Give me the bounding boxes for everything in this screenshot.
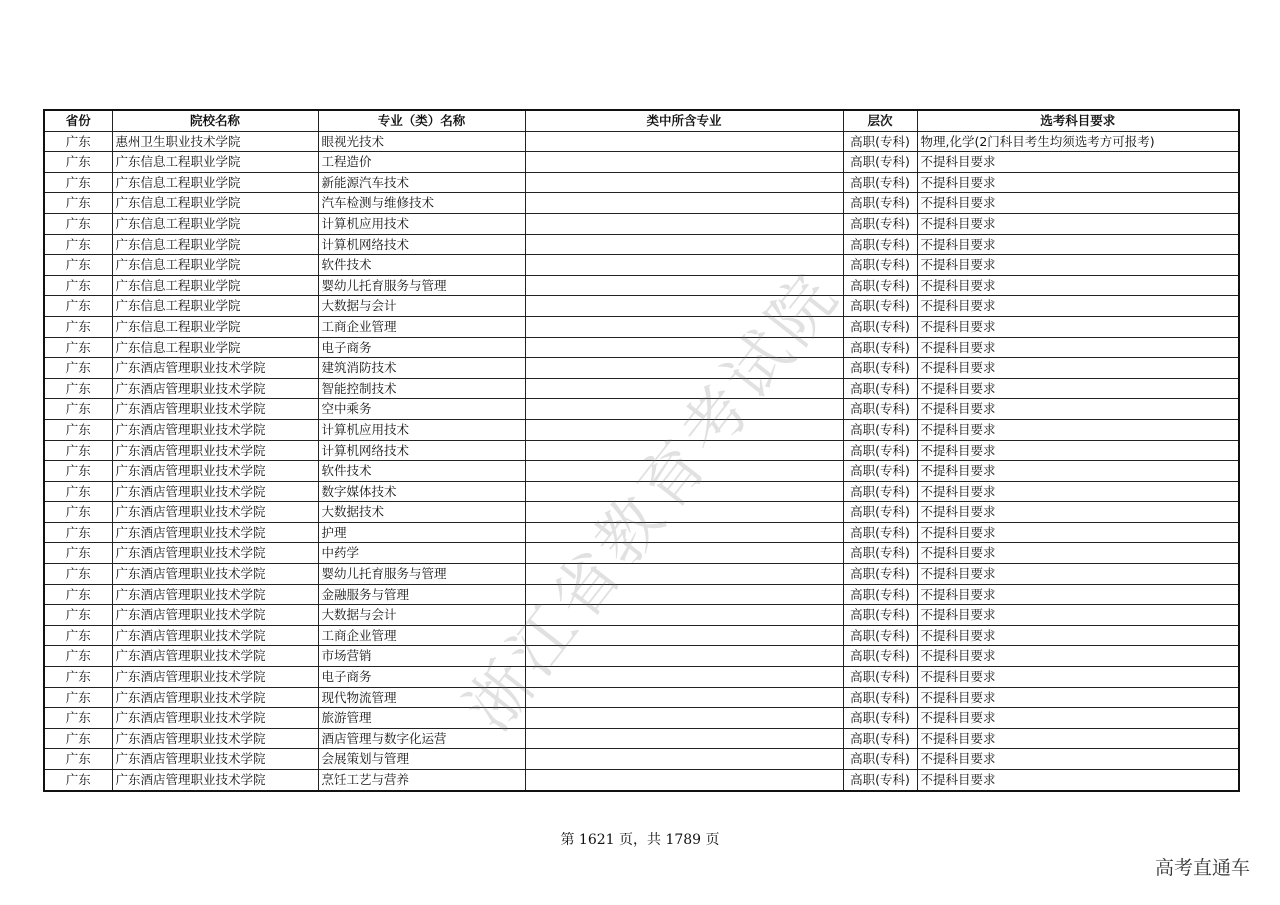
cell-subject-requirement: 不提科目要求 bbox=[917, 728, 1239, 749]
cell-level: 高职(专科) bbox=[843, 770, 917, 791]
cell-subject-requirement: 不提科目要求 bbox=[917, 234, 1239, 255]
cell-subject-requirement: 不提科目要求 bbox=[917, 316, 1239, 337]
cell-subject-requirement: 不提科目要求 bbox=[917, 461, 1239, 482]
cell-school: 广东酒店管理职业技术学院 bbox=[112, 522, 318, 543]
cell-major: 眼视光技术 bbox=[318, 131, 525, 152]
table-row bbox=[44, 296, 1239, 317]
cell-school: 广东信息工程职业学院 bbox=[112, 172, 318, 193]
cell-school: 广东酒店管理职业技术学院 bbox=[112, 667, 318, 688]
header-major: 专业（类）名称 bbox=[318, 110, 525, 131]
brand-logo-text: 高考直通车 bbox=[1154, 857, 1250, 879]
cell-school: 广东酒店管理职业技术学院 bbox=[112, 646, 318, 667]
table-row bbox=[44, 193, 1239, 214]
cell-level: 高职(专科) bbox=[843, 275, 917, 296]
cell-major: 大数据与会计 bbox=[318, 605, 525, 626]
cell-school: 广东信息工程职业学院 bbox=[112, 152, 318, 173]
cell-province: 广东 bbox=[44, 131, 112, 152]
cell-included-majors bbox=[525, 667, 843, 688]
table-body bbox=[44, 131, 1239, 791]
table-row bbox=[44, 687, 1239, 708]
cell-included-majors bbox=[525, 605, 843, 626]
cell-level: 高职(专科) bbox=[843, 461, 917, 482]
cell-school: 广东酒店管理职业技术学院 bbox=[112, 440, 318, 461]
cell-school: 广东酒店管理职业技术学院 bbox=[112, 770, 318, 791]
cell-major: 智能控制技术 bbox=[318, 378, 525, 399]
header-province: 省份 bbox=[44, 110, 112, 131]
cell-subject-requirement: 不提科目要求 bbox=[917, 399, 1239, 420]
cell-province: 广东 bbox=[44, 440, 112, 461]
cell-included-majors bbox=[525, 708, 843, 729]
cell-subject-requirement: 不提科目要求 bbox=[917, 419, 1239, 440]
cell-province: 广东 bbox=[44, 461, 112, 482]
cell-level: 高职(专科) bbox=[843, 481, 917, 502]
cell-level: 高职(专科) bbox=[843, 378, 917, 399]
cell-province: 广东 bbox=[44, 749, 112, 770]
watermark: 浙江省教育考试院 bbox=[451, 257, 855, 745]
cell-included-majors bbox=[525, 358, 843, 379]
cell-major: 计算机应用技术 bbox=[318, 419, 525, 440]
cell-school: 广东酒店管理职业技术学院 bbox=[112, 502, 318, 523]
cell-school: 广东信息工程职业学院 bbox=[112, 296, 318, 317]
cell-included-majors bbox=[525, 399, 843, 420]
cell-level: 高职(专科) bbox=[843, 564, 917, 585]
table-row bbox=[44, 605, 1239, 626]
table-row bbox=[44, 337, 1239, 358]
cell-major: 现代物流管理 bbox=[318, 687, 525, 708]
cell-included-majors bbox=[525, 461, 843, 482]
cell-subject-requirement: 不提科目要求 bbox=[917, 440, 1239, 461]
cell-major: 市场营销 bbox=[318, 646, 525, 667]
cell-major: 大数据技术 bbox=[318, 502, 525, 523]
cell-level: 高职(专科) bbox=[843, 605, 917, 626]
cell-province: 广东 bbox=[44, 193, 112, 214]
cell-subject-requirement: 不提科目要求 bbox=[917, 152, 1239, 173]
cell-major: 旅游管理 bbox=[318, 708, 525, 729]
cell-included-majors bbox=[525, 728, 843, 749]
cell-level: 高职(专科) bbox=[843, 358, 917, 379]
table-row bbox=[44, 625, 1239, 646]
table-row bbox=[44, 584, 1239, 605]
cell-subject-requirement: 不提科目要求 bbox=[917, 502, 1239, 523]
cell-province: 广东 bbox=[44, 543, 112, 564]
cell-school: 广东酒店管理职业技术学院 bbox=[112, 461, 318, 482]
cell-province: 广东 bbox=[44, 296, 112, 317]
table-row bbox=[44, 728, 1239, 749]
cell-major: 软件技术 bbox=[318, 255, 525, 276]
cell-province: 广东 bbox=[44, 316, 112, 337]
cell-included-majors bbox=[525, 481, 843, 502]
table-row bbox=[44, 234, 1239, 255]
cell-province: 广东 bbox=[44, 275, 112, 296]
cell-major: 计算机应用技术 bbox=[318, 213, 525, 234]
cell-province: 广东 bbox=[44, 770, 112, 791]
cell-province: 广东 bbox=[44, 213, 112, 234]
table-row bbox=[44, 564, 1239, 585]
cell-school: 广东酒店管理职业技术学院 bbox=[112, 605, 318, 626]
cell-school: 广东酒店管理职业技术学院 bbox=[112, 687, 318, 708]
cell-included-majors bbox=[525, 522, 843, 543]
table-row bbox=[44, 502, 1239, 523]
cell-province: 广东 bbox=[44, 708, 112, 729]
cell-included-majors bbox=[525, 255, 843, 276]
cell-level: 高职(专科) bbox=[843, 172, 917, 193]
table-row bbox=[44, 255, 1239, 276]
cell-major: 新能源汽车技术 bbox=[318, 172, 525, 193]
cell-province: 广东 bbox=[44, 399, 112, 420]
cell-level: 高职(专科) bbox=[843, 399, 917, 420]
cell-school: 广东酒店管理职业技术学院 bbox=[112, 728, 318, 749]
cell-major: 电子商务 bbox=[318, 667, 525, 688]
cell-subject-requirement: 不提科目要求 bbox=[917, 543, 1239, 564]
cell-major: 中药学 bbox=[318, 543, 525, 564]
cell-level: 高职(专科) bbox=[843, 255, 917, 276]
cell-major: 金融服务与管理 bbox=[318, 584, 525, 605]
cell-level: 高职(专科) bbox=[843, 584, 917, 605]
cell-level: 高职(专科) bbox=[843, 646, 917, 667]
cell-included-majors bbox=[525, 770, 843, 791]
cell-major: 工商企业管理 bbox=[318, 316, 525, 337]
cell-province: 广东 bbox=[44, 605, 112, 626]
cell-major: 数字媒体技术 bbox=[318, 481, 525, 502]
cell-province: 广东 bbox=[44, 152, 112, 173]
table-header-row bbox=[44, 110, 1239, 131]
cell-included-majors bbox=[525, 296, 843, 317]
cell-included-majors bbox=[525, 543, 843, 564]
cell-included-majors bbox=[525, 646, 843, 667]
cell-school: 广东信息工程职业学院 bbox=[112, 193, 318, 214]
cell-school: 广东酒店管理职业技术学院 bbox=[112, 564, 318, 585]
header-subject-requirement: 选考科目要求 bbox=[917, 110, 1239, 131]
cell-included-majors bbox=[525, 502, 843, 523]
cell-subject-requirement: 不提科目要求 bbox=[917, 708, 1239, 729]
cell-included-majors bbox=[525, 172, 843, 193]
table-row bbox=[44, 440, 1239, 461]
cell-level: 高职(专科) bbox=[843, 337, 917, 358]
cell-school: 广东酒店管理职业技术学院 bbox=[112, 543, 318, 564]
cell-included-majors bbox=[525, 584, 843, 605]
cell-major: 工程造价 bbox=[318, 152, 525, 173]
cell-province: 广东 bbox=[44, 337, 112, 358]
cell-school: 惠州卫生职业技术学院 bbox=[112, 131, 318, 152]
cell-level: 高职(专科) bbox=[843, 522, 917, 543]
cell-subject-requirement: 不提科目要求 bbox=[917, 667, 1239, 688]
cell-level: 高职(专科) bbox=[843, 296, 917, 317]
admissions-table bbox=[43, 109, 1240, 792]
cell-level: 高职(专科) bbox=[843, 708, 917, 729]
table-row bbox=[44, 358, 1239, 379]
cell-school: 广东信息工程职业学院 bbox=[112, 234, 318, 255]
cell-province: 广东 bbox=[44, 419, 112, 440]
cell-school: 广东信息工程职业学院 bbox=[112, 213, 318, 234]
cell-included-majors bbox=[525, 316, 843, 337]
cell-level: 高职(专科) bbox=[843, 749, 917, 770]
cell-included-majors bbox=[525, 234, 843, 255]
table-row bbox=[44, 399, 1239, 420]
cell-province: 广东 bbox=[44, 584, 112, 605]
cell-level: 高职(专科) bbox=[843, 213, 917, 234]
table-row bbox=[44, 275, 1239, 296]
cell-included-majors bbox=[525, 440, 843, 461]
cell-province: 广东 bbox=[44, 625, 112, 646]
cell-level: 高职(专科) bbox=[843, 687, 917, 708]
cell-province: 广东 bbox=[44, 378, 112, 399]
cell-province: 广东 bbox=[44, 481, 112, 502]
cell-included-majors bbox=[525, 564, 843, 585]
cell-included-majors bbox=[525, 419, 843, 440]
cell-subject-requirement: 不提科目要求 bbox=[917, 770, 1239, 791]
cell-level: 高职(专科) bbox=[843, 667, 917, 688]
cell-level: 高职(专科) bbox=[843, 131, 917, 152]
cell-included-majors bbox=[525, 337, 843, 358]
table-row bbox=[44, 481, 1239, 502]
cell-level: 高职(专科) bbox=[843, 234, 917, 255]
cell-major: 护理 bbox=[318, 522, 525, 543]
cell-subject-requirement: 不提科目要求 bbox=[917, 255, 1239, 276]
cell-major: 计算机网络技术 bbox=[318, 440, 525, 461]
cell-subject-requirement: 不提科目要求 bbox=[917, 646, 1239, 667]
cell-school: 广东信息工程职业学院 bbox=[112, 337, 318, 358]
header-included-majors: 类中所含专业 bbox=[525, 110, 843, 131]
cell-major: 软件技术 bbox=[318, 461, 525, 482]
table-row bbox=[44, 213, 1239, 234]
cell-included-majors bbox=[525, 687, 843, 708]
cell-subject-requirement: 不提科目要求 bbox=[917, 213, 1239, 234]
cell-major: 大数据与会计 bbox=[318, 296, 525, 317]
cell-level: 高职(专科) bbox=[843, 316, 917, 337]
cell-level: 高职(专科) bbox=[843, 543, 917, 564]
cell-school: 广东酒店管理职业技术学院 bbox=[112, 481, 318, 502]
cell-school: 广东酒店管理职业技术学院 bbox=[112, 378, 318, 399]
cell-included-majors bbox=[525, 131, 843, 152]
cell-school: 广东酒店管理职业技术学院 bbox=[112, 358, 318, 379]
cell-major: 婴幼儿托育服务与管理 bbox=[318, 564, 525, 585]
cell-level: 高职(专科) bbox=[843, 440, 917, 461]
table-row bbox=[44, 461, 1239, 482]
cell-province: 广东 bbox=[44, 172, 112, 193]
cell-subject-requirement: 不提科目要求 bbox=[917, 749, 1239, 770]
cell-subject-requirement: 不提科目要求 bbox=[917, 522, 1239, 543]
cell-major: 酒店管理与数字化运营 bbox=[318, 728, 525, 749]
cell-school: 广东酒店管理职业技术学院 bbox=[112, 625, 318, 646]
cell-included-majors bbox=[525, 625, 843, 646]
cell-included-majors bbox=[525, 152, 843, 173]
cell-major: 会展策划与管理 bbox=[318, 749, 525, 770]
cell-school: 广东酒店管理职业技术学院 bbox=[112, 584, 318, 605]
cell-major: 工商企业管理 bbox=[318, 625, 525, 646]
cell-province: 广东 bbox=[44, 502, 112, 523]
table-row bbox=[44, 172, 1239, 193]
cell-subject-requirement: 不提科目要求 bbox=[917, 564, 1239, 585]
cell-school: 广东酒店管理职业技术学院 bbox=[112, 399, 318, 420]
table-row bbox=[44, 316, 1239, 337]
cell-subject-requirement: 不提科目要求 bbox=[917, 625, 1239, 646]
cell-major: 汽车检测与维修技术 bbox=[318, 193, 525, 214]
cell-major: 烹饪工艺与营养 bbox=[318, 770, 525, 791]
admissions-table-container bbox=[43, 109, 1238, 792]
header-level: 层次 bbox=[843, 110, 917, 131]
cell-included-majors bbox=[525, 749, 843, 770]
cell-school: 广东信息工程职业学院 bbox=[112, 275, 318, 296]
table-row bbox=[44, 708, 1239, 729]
cell-subject-requirement: 不提科目要求 bbox=[917, 481, 1239, 502]
cell-province: 广东 bbox=[44, 687, 112, 708]
cell-school: 广东酒店管理职业技术学院 bbox=[112, 419, 318, 440]
cell-school: 广东酒店管理职业技术学院 bbox=[112, 708, 318, 729]
table-row bbox=[44, 667, 1239, 688]
table-row bbox=[44, 543, 1239, 564]
cell-province: 广东 bbox=[44, 255, 112, 276]
cell-province: 广东 bbox=[44, 728, 112, 749]
cell-level: 高职(专科) bbox=[843, 625, 917, 646]
table-row bbox=[44, 378, 1239, 399]
cell-major: 建筑消防技术 bbox=[318, 358, 525, 379]
table-row bbox=[44, 131, 1239, 152]
cell-subject-requirement: 不提科目要求 bbox=[917, 275, 1239, 296]
table-row bbox=[44, 152, 1239, 173]
cell-level: 高职(专科) bbox=[843, 419, 917, 440]
cell-province: 广东 bbox=[44, 667, 112, 688]
cell-included-majors bbox=[525, 213, 843, 234]
cell-level: 高职(专科) bbox=[843, 193, 917, 214]
cell-included-majors bbox=[525, 275, 843, 296]
table-row bbox=[44, 749, 1239, 770]
cell-level: 高职(专科) bbox=[843, 728, 917, 749]
cell-subject-requirement: 不提科目要求 bbox=[917, 687, 1239, 708]
cell-level: 高职(专科) bbox=[843, 152, 917, 173]
cell-level: 高职(专科) bbox=[843, 502, 917, 523]
cell-subject-requirement: 不提科目要求 bbox=[917, 172, 1239, 193]
cell-province: 广东 bbox=[44, 522, 112, 543]
table-row bbox=[44, 646, 1239, 667]
cell-subject-requirement: 不提科目要求 bbox=[917, 193, 1239, 214]
cell-province: 广东 bbox=[44, 234, 112, 255]
cell-major: 空中乘务 bbox=[318, 399, 525, 420]
cell-province: 广东 bbox=[44, 564, 112, 585]
cell-province: 广东 bbox=[44, 358, 112, 379]
header-school: 院校名称 bbox=[112, 110, 318, 131]
cell-subject-requirement: 物理,化学(2门科目考生均须选考方可报考) bbox=[917, 131, 1239, 152]
page-number: 第 1621 页，共 1789 页 bbox=[560, 832, 720, 848]
table-row bbox=[44, 522, 1239, 543]
cell-province: 广东 bbox=[44, 646, 112, 667]
cell-school: 广东酒店管理职业技术学院 bbox=[112, 749, 318, 770]
cell-major: 计算机网络技术 bbox=[318, 234, 525, 255]
cell-included-majors bbox=[525, 193, 843, 214]
cell-subject-requirement: 不提科目要求 bbox=[917, 296, 1239, 317]
cell-subject-requirement: 不提科目要求 bbox=[917, 584, 1239, 605]
table-row bbox=[44, 419, 1239, 440]
cell-included-majors bbox=[525, 378, 843, 399]
cell-major: 婴幼儿托育服务与管理 bbox=[318, 275, 525, 296]
cell-major: 电子商务 bbox=[318, 337, 525, 358]
cell-subject-requirement: 不提科目要求 bbox=[917, 605, 1239, 626]
table-row bbox=[44, 770, 1239, 791]
cell-subject-requirement: 不提科目要求 bbox=[917, 358, 1239, 379]
cell-subject-requirement: 不提科目要求 bbox=[917, 337, 1239, 358]
cell-school: 广东信息工程职业学院 bbox=[112, 255, 318, 276]
cell-school: 广东信息工程职业学院 bbox=[112, 316, 318, 337]
cell-subject-requirement: 不提科目要求 bbox=[917, 378, 1239, 399]
